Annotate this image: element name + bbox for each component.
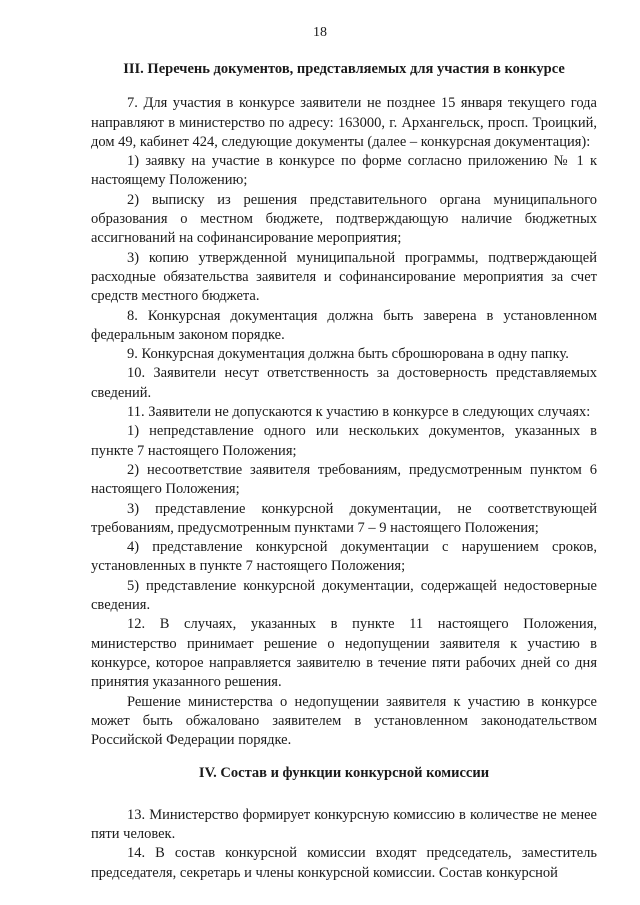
paragraph: 8. Конкурсная документация должна быть заверена в установленном федеральным законом порядке.	[91, 307, 597, 343]
paragraph: 3) копию утвержденной муниципальной программы, подтверждающей расходные обязательства заявителя и софинансирование мероприятия за счет средств местного бюджета.	[91, 249, 597, 305]
paragraph: 7. Для участия в конкурсе заявители не позднее 15 января текущего года направляют в министерство по адресу: 163000, г. Архангельск, просп. Троицкий, дом 49, кабинет 424, следующие документы (далее – конкурсная документация):	[91, 95, 597, 150]
paragraph: 3) представление конкурсной документации, не соответствующей требованиям, предусмотренным пунктами 7 – 9 настоящего Положения;	[91, 500, 597, 536]
section-heading: IV. Состав и функции конкурсной комиссии	[198, 765, 490, 782]
paragraph: 2) несоответствие заявителя требованиям, предусмотренным пунктом 6 настоящего Положения;	[91, 461, 597, 498]
paragraph: 1) заявку на участие в конкурсе по форме согласно приложению № 1 к настоящему Положению;	[91, 153, 597, 189]
paragraph: 2) выписку из решения представительного органа муниципального образования о местном бюджете, подтверждающую наличие бюджетных ассигнований на софинансирование мероприятия;	[91, 191, 597, 247]
paragraph: Решение министерства о недопущении заявителя к участию в конкурсе может быть обжаловано заявителем в установленном законодательством Российской Федерации порядке.	[91, 693, 597, 749]
section-heading: III. Перечень документов, представляемых для участия в конкурсе	[123, 61, 565, 77]
page-number: 18	[313, 25, 327, 40]
paragraph: 1) непредставление одного или нескольких документов, указанных в пункте 7 настоящего Положения;	[91, 423, 597, 459]
paragraph: 13. Министерство формирует конкурсную комиссию в количестве не менее пяти человек.	[91, 806, 597, 842]
paragraph: 11. Заявители не допускаются к участию в конкурсе в следующих случаях:	[127, 404, 591, 421]
paragraph: 5) представление конкурсной документации, содержащей недостоверные сведения.	[91, 577, 597, 614]
paragraph: 14. В состав конкурсной комиссии входят председатель, заместитель председателя, секретарь и члены конкурсной комиссии. Состав конкурсной	[91, 845, 597, 881]
paragraph: 4) представление конкурсной документации с нарушением сроков, установленных в пункте 7 настоящего Положения;	[91, 539, 597, 575]
paragraph: 10. Заявители несут ответственность за достоверность представляемых сведений.	[91, 365, 597, 401]
document-body	[91, 60, 597, 883]
paragraph: 12. В случаях, указанных в пункте 11 настоящего Положения, министерство принимает решение о недопущении заявителя к участию в конкурсе, которое направляется заявителю в течение пяти рабочих дней со дня принятия указанного решения.	[91, 616, 597, 691]
paragraph: 9. Конкурсная документация должна быть сброшюрована в одну папку.	[127, 346, 569, 363]
